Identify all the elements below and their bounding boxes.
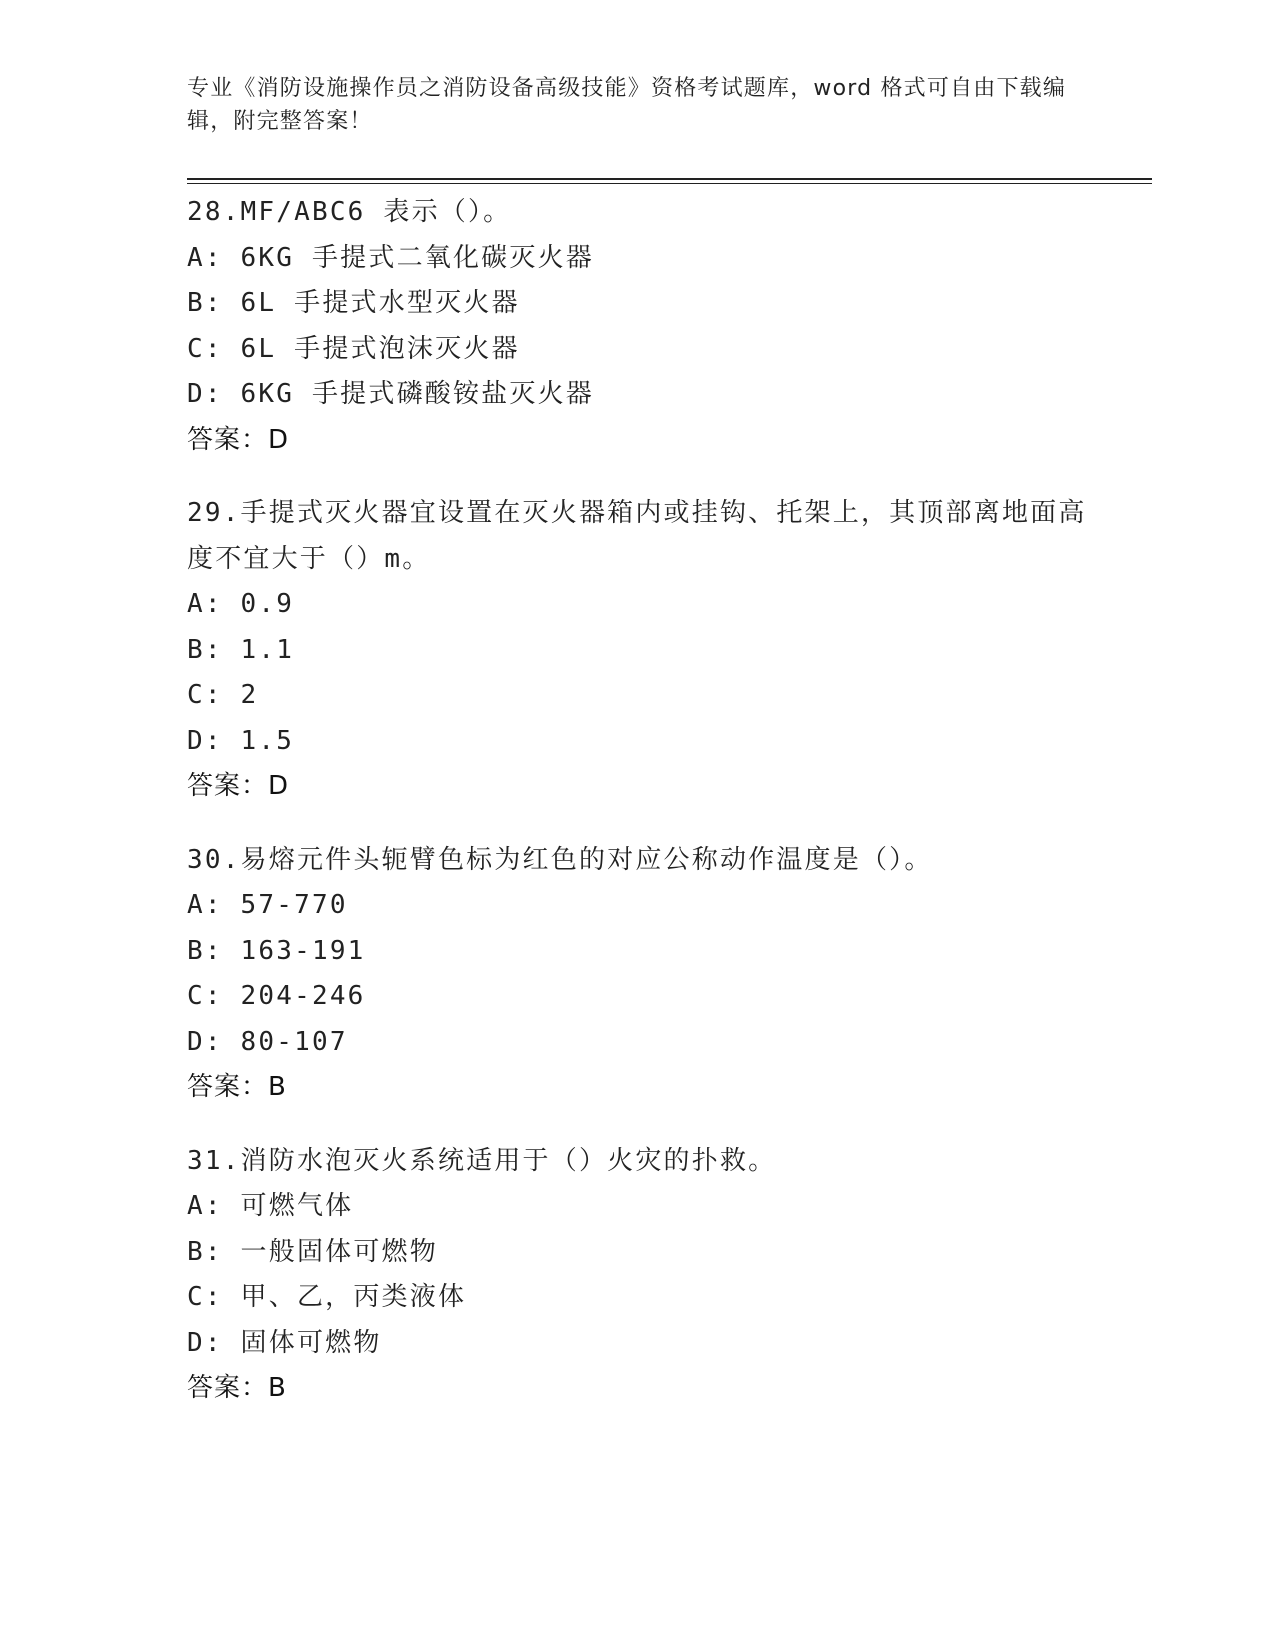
option-a: A: 57-770 — [187, 890, 348, 920]
option-b: B: 一般固体可燃物 — [187, 1236, 438, 1267]
question-stem: 30.易熔元件头轭臂色标为红色的对应公称动作温度是（）。 — [187, 844, 933, 875]
option-b: B: 163-191 — [187, 935, 366, 966]
option-b: B: 1.1 — [187, 634, 295, 665]
option-a: A: 可燃气体 — [187, 1191, 354, 1221]
question-stem: 28.MF/ABC6 表示（）。 — [187, 197, 512, 227]
question-stem: 29.手提式灭火器宜设置在灭火器箱内或挂钩、托架上，其顶部离地面高度不宜大于（）m。 — [187, 498, 1087, 574]
document-header: 专业《消防设施操作员之消防设备高级技能》资格考试题库，word 格式可自由下载编辑，附完整答案！ — [187, 76, 1067, 134]
option-a: A: 6KG 手提式二氧化碳灭火器 — [187, 242, 594, 273]
option-c: C: 甲、乙，丙类液体 — [187, 1282, 467, 1312]
option-d: D: 6KG 手提式磷酸铵盐灭火器 — [187, 379, 594, 409]
answer-line: 答案：B — [187, 1373, 287, 1403]
question-list — [187, 190, 1087, 1440]
header-divider-thick — [187, 178, 1152, 180]
option-d: D: 80-107 — [187, 1026, 348, 1057]
option-c: C: 6L 手提式泡沫灭火器 — [187, 333, 520, 364]
question-29 — [187, 491, 1087, 810]
question-30 — [187, 838, 1087, 1111]
option-d: D: 1.5 — [187, 725, 295, 756]
question-28 — [187, 190, 1087, 463]
answer-line: 答案：D — [187, 771, 290, 801]
option-c: C: 204-246 — [187, 981, 366, 1011]
question-stem: 31.消防水泡灭火系统适用于（）火灾的扑救。 — [187, 1145, 777, 1176]
answer-line: 答案：D — [187, 424, 290, 455]
option-a: A: 0.9 — [187, 589, 295, 619]
option-d: D: 固体可燃物 — [187, 1327, 382, 1358]
header-divider-thin — [187, 183, 1152, 184]
option-b: B: 6L 手提式水型灭火器 — [187, 288, 520, 318]
question-31 — [187, 1139, 1087, 1412]
answer-line: 答案：B — [187, 1072, 287, 1102]
option-c: C: 2 — [187, 680, 259, 710]
